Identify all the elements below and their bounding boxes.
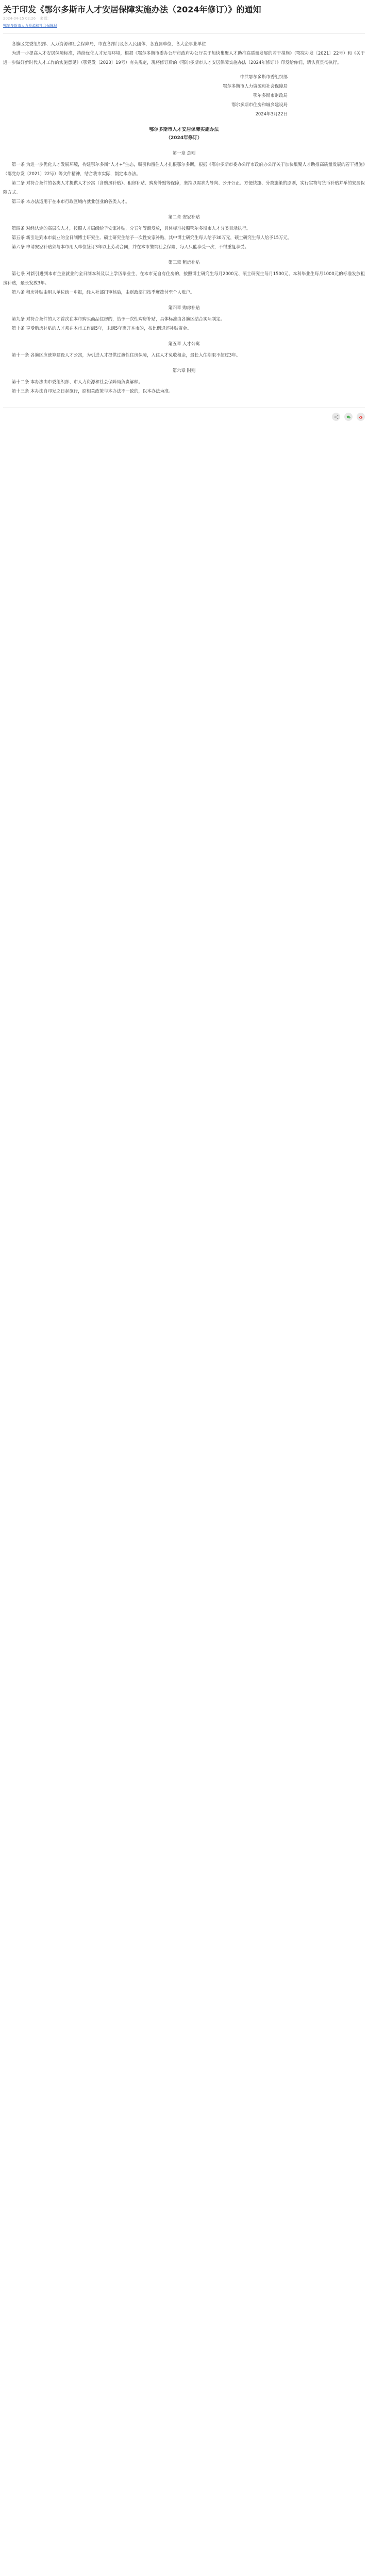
spacer	[3, 67, 365, 72]
signer-line: 中共鄂尔多斯市委组织部	[240, 74, 288, 79]
chapter-heading: 第五章 人才公寓	[168, 341, 200, 346]
intro-paragraph: 为进一步提高人才安居保障标准，持续优化人才发展环境，根据《鄂尔多斯市委办公厅市政府办公厅关于加快集聚人才助推高质量发展的若干措施》（鄂党办发〔2021〕22号）和《关于进一步做好新时代人才工作的实施意见》（鄂党发〔2023〕19号）有关规定，现将修订后的《鄂尔多斯市人才安居保障实施办法（2024年修订）》印发给你们，请认真贯彻执行。	[3, 50, 365, 65]
signer-line: 鄂尔多斯市人力资源和社会保障局	[223, 83, 288, 89]
share-bar	[3, 407, 365, 426]
article-paragraph: 第九条 对符合条件的人才首次在本市购买商品住房的，给予一次性购房补贴，具体标准由各旗区结合实际制定。	[11, 316, 225, 321]
article-paragraph: 第四条 对经认定的高层次人才，按照人才层级给予安家补贴，分五年等额发放，具体标准按照鄂尔多斯市人才分类目录执行。	[11, 226, 251, 231]
article-page	[0, 0, 368, 431]
chapter-heading: 第二章 安家补贴	[168, 214, 200, 219]
share-icon[interactable]	[332, 413, 340, 421]
signer-line: 鄂尔多斯市财政局	[253, 93, 288, 98]
article-paragraph: 第七条 对新引进到本市企业就业的全日制本科及以上学历毕业生，在本市无自有住房的，按照博士研究生每月2000元、硕士研究生每月1500元、本科毕业生每月1000元的标准发放租房补贴，最长发放3年。	[3, 271, 365, 285]
chapter-heading: 第一章 总则	[172, 150, 196, 156]
document-title: 鄂尔多斯市人才安居保障实施办法	[149, 127, 219, 132]
document-subtitle: （2024年修订）	[165, 135, 203, 141]
article-paragraph: 第十二条 本办法由市委组织部、市人力资源和社会保障局负责解释。	[11, 379, 143, 384]
wechat-icon[interactable]	[344, 413, 353, 421]
chapter-heading: 第六章 附则	[172, 368, 196, 373]
article-paragraph: 第一条 为进一步优化人才发展环境，构建鄂尔多斯“人才+”生态，吸引和留住人才扎根鄂尔多斯，根据《鄂尔多斯市委办公厅市政府办公厅关于加快集聚人才助推高质量发展的若干措施》（鄂党办发〔2021〕22号）等文件精神，结合我市实际，制定本办法。	[3, 162, 365, 176]
signer-line: 鄂尔多斯市住房和城乡建设局	[231, 102, 288, 107]
publish-date: 2024-04-15 02:26	[3, 16, 36, 21]
article-paragraph: 第二条 对符合条件的各类人才提供人才公寓（含购房补贴）、租房补贴、购房补贴等保障，坚持以需求为导向、公开公正、方便快捷、分类施策的原则，实行实物与货币补贴并举的安居保障方式。	[3, 180, 365, 195]
source-link[interactable]: 鄂尔多斯市人力资源和社会保障局	[3, 24, 57, 28]
article-paragraph: 第十一条 各旗区应统筹建设人才公寓，为引进人才提供过渡性住房保障，入住人才免收租金，最长入住期限不超过3年。	[11, 352, 241, 358]
article-paragraph: 第五条 新引进到本市就业的全日制博士研究生、硕士研究生给予一次性安家补贴，其中博士研究生每人给予30万元，硕士研究生每人给予15万元。	[11, 235, 292, 240]
divider	[3, 33, 365, 34]
article-paragraph: 第六条 申请安家补贴须与本市用人单位签订3年以上劳动合同，并在本市缴纳社会保险，每人只能享受一次，不得重复享受。	[11, 244, 249, 249]
intro-paragraph: 各旗区党委组织部、人力资源和社会保障局，市直各部门及各人民团体，各直属单位，各大企事业单位：	[11, 41, 211, 46]
chapter-heading: 第三章 租房补贴	[168, 260, 200, 265]
article-paragraph: 第十条 享受购房补贴的人才须在本市工作满5年，未满5年离开本市的，按比例退还补贴资金。	[11, 326, 192, 331]
weibo-icon[interactable]	[357, 413, 365, 421]
article-title: 关于印发《鄂尔多斯市人才安居保障实施办法（2024年修订）》的通知	[3, 5, 261, 14]
article-meta	[3, 16, 365, 21]
article-paragraph: 第三条 本办法适用于在本市行政区域内就业创业的各类人才。	[11, 199, 130, 204]
signer-date: 2024年3月22日	[255, 111, 288, 116]
source-label: 来源：	[40, 16, 51, 21]
chapter-heading: 第四章 购房补贴	[168, 305, 200, 310]
document-body	[3, 148, 365, 396]
article-paragraph: 第十三条 本办法自印发之日起施行，原相关政策与本办法不一致的，以本办法为准。	[11, 388, 173, 394]
article-paragraph: 第八条 租房补贴由用人单位统一申报，经人社部门审核后，由财政部门按季度拨付至个人账户。	[11, 290, 195, 295]
